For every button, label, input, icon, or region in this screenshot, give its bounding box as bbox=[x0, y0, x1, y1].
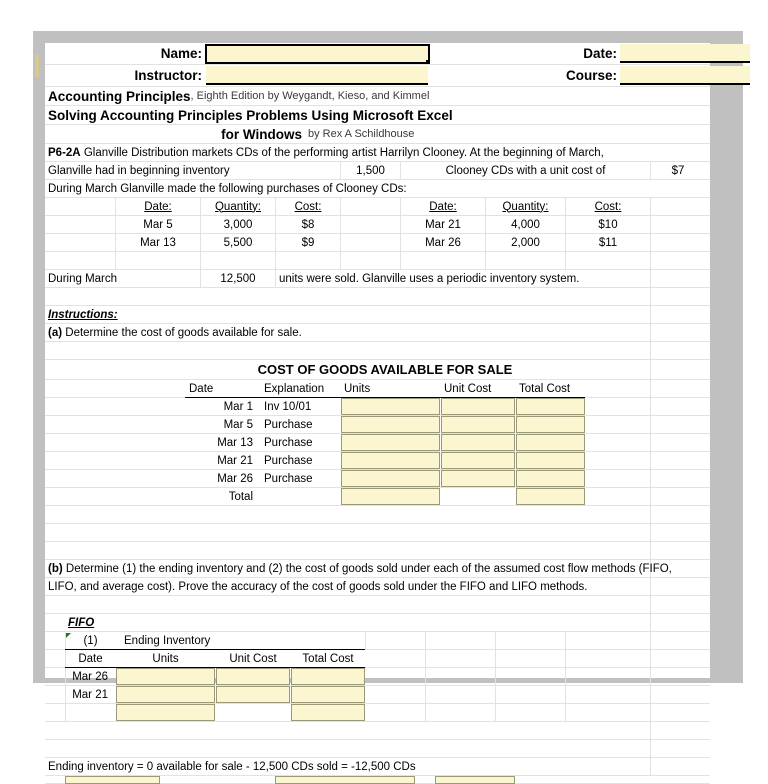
cogs-total-cost-input[interactable] bbox=[516, 398, 585, 415]
name-input[interactable] bbox=[205, 44, 430, 64]
name-label: Name: bbox=[160, 46, 202, 61]
spacer-row bbox=[45, 596, 710, 614]
cogs-date: Mar 13 bbox=[217, 436, 253, 449]
cogs-header-total-cost: Total Cost bbox=[519, 382, 571, 395]
instruction-b-text-1: Determine (1) the ending inventory and (2) the cost of goods sold under each of the assumed cost flow methods (FIFO, bbox=[65, 562, 672, 575]
instruction-b-line2: LIFO, and average cost). Prove the accuracy of the cost of goods sold under the FIFO and LIFO methods. bbox=[48, 580, 588, 593]
purchase-qty: 4,000 bbox=[511, 218, 540, 231]
units-sold-row bbox=[45, 270, 710, 288]
units-sold-label: During March bbox=[48, 272, 118, 285]
cogs-total-cost-input[interactable] bbox=[516, 434, 585, 451]
fifo-part1-row bbox=[45, 632, 710, 650]
book-title: Accounting Principles bbox=[48, 88, 191, 104]
purchases-left-header-cost: Cost: bbox=[294, 200, 322, 213]
purchase-date: Mar 5 bbox=[143, 218, 173, 231]
cogs-header-date: Date bbox=[189, 382, 214, 395]
fifo-heading-row bbox=[45, 614, 710, 632]
fifo-header-unit-cost: Unit Cost bbox=[229, 652, 277, 665]
beginning-inventory-mid: Clooney CDs with a unit cost of bbox=[445, 164, 606, 177]
purchases-left-header-date: Date: bbox=[144, 200, 172, 213]
cogs-title-row bbox=[45, 360, 710, 380]
spacer-row bbox=[45, 542, 710, 560]
cogs-total-row bbox=[45, 488, 710, 506]
fill-handle[interactable] bbox=[426, 60, 430, 64]
title-row-1 bbox=[45, 87, 710, 106]
cogs-explanation: Purchase bbox=[264, 454, 313, 467]
fifo-heading: FIFO bbox=[68, 616, 95, 629]
purchase-date: Mar 21 bbox=[425, 218, 461, 231]
spacer-row bbox=[45, 722, 710, 740]
date-input[interactable] bbox=[620, 44, 750, 63]
worksheet-surface bbox=[45, 43, 710, 773]
book-title-line bbox=[45, 87, 705, 105]
instruction-a: (a) Determine the cost of goods available for sale. bbox=[48, 326, 302, 339]
purchases-header-row bbox=[45, 198, 710, 216]
fifo-total-units-input[interactable] bbox=[116, 704, 215, 721]
author-credit: by Rex A Schildhouse bbox=[308, 128, 415, 140]
fifo-header-units: Units bbox=[152, 652, 179, 665]
purchases-row bbox=[45, 234, 710, 252]
cogs-total-cost-input[interactable] bbox=[516, 470, 585, 487]
partial-input[interactable] bbox=[65, 776, 160, 784]
spacer-row bbox=[45, 342, 710, 360]
fifo-date: Mar 26 bbox=[72, 670, 108, 683]
cogs-table-title: COST OF GOODS AVAILABLE FOR SALE bbox=[257, 362, 513, 377]
spacer-row bbox=[45, 252, 710, 270]
instructions-label: Instructions: bbox=[48, 308, 118, 321]
footer-note-row bbox=[45, 758, 710, 776]
fifo-total-cost-input[interactable] bbox=[291, 686, 365, 703]
units-sold-rest: units were sold. Glanville uses a periodic inventory system. bbox=[279, 272, 580, 285]
problem-code: P6-2A bbox=[48, 146, 81, 159]
cogs-explanation: Purchase bbox=[264, 418, 313, 431]
cogs-total-cost-input[interactable] bbox=[516, 488, 585, 505]
purchases-left-header-quantity: Quantity: bbox=[214, 200, 262, 213]
beginning-inventory-qty: 1,500 bbox=[356, 164, 385, 177]
ending-inventory-note: Ending inventory = 0 available for sale - 12,500 CDs sold = -12,500 CDs bbox=[48, 760, 416, 773]
instruction-b-line1: (b) Determine (1) the ending inventory and (2) the cost of goods sold under each of the assumed cost flow methods (FIFO, bbox=[48, 562, 672, 575]
instructions-heading-row bbox=[45, 306, 710, 324]
fifo-unit-cost-input[interactable] bbox=[216, 686, 290, 703]
fifo-unit-cost-input[interactable] bbox=[216, 668, 290, 685]
cogs-date: Mar 1 bbox=[223, 400, 253, 413]
cogs-total-units-input[interactable] bbox=[341, 488, 440, 505]
title-row-3 bbox=[45, 125, 710, 144]
instruction-a-text: Determine the cost of goods available for sale. bbox=[65, 326, 302, 339]
book-subtitle: , Eighth Edition by Weygandt, Kieso, and Kimmel bbox=[190, 90, 430, 102]
purchase-date: Mar 26 bbox=[425, 236, 461, 249]
fifo-total-cost-input[interactable] bbox=[291, 668, 365, 685]
fifo-header-date: Date bbox=[78, 652, 103, 665]
purchase-cost: $10 bbox=[598, 218, 618, 231]
beginning-inventory-row bbox=[45, 162, 710, 180]
cogs-row bbox=[45, 398, 710, 416]
course-input[interactable] bbox=[620, 66, 750, 85]
instruction-a-row bbox=[45, 324, 710, 342]
cogs-row bbox=[45, 470, 710, 488]
purchase-qty: 3,000 bbox=[223, 218, 253, 231]
problem-intro-text: Glanville Distribution markets CDs of the performing artist Harrilyn Clooney. At the beginning of March, bbox=[83, 146, 604, 159]
cogs-total-label: Total bbox=[228, 490, 253, 503]
gutter-marker bbox=[35, 55, 39, 77]
purchase-cost: $9 bbox=[301, 236, 315, 249]
spacer-row bbox=[45, 524, 710, 542]
date-label: Date: bbox=[583, 46, 617, 61]
spacer-row bbox=[45, 740, 710, 758]
author-credit-wrap bbox=[305, 125, 605, 143]
fifo-date: Mar 21 bbox=[72, 688, 108, 701]
purchases-intro: During March Glanville made the following purchases of Clooney CDs: bbox=[48, 182, 407, 195]
fifo-part-number: (1) bbox=[83, 634, 98, 647]
cogs-row bbox=[45, 452, 710, 470]
cogs-date: Mar 5 bbox=[223, 418, 253, 431]
fifo-header-total-cost: Total Cost bbox=[302, 652, 354, 665]
fifo-header-row bbox=[45, 650, 710, 668]
header-row-instructor bbox=[45, 65, 710, 87]
instructor-label: Instructor: bbox=[134, 68, 202, 83]
purchase-cost: $8 bbox=[301, 218, 315, 231]
cogs-explanation: Purchase bbox=[264, 436, 313, 449]
units-sold-qty: 12,500 bbox=[220, 272, 256, 285]
partial-input[interactable] bbox=[275, 776, 415, 784]
header-row-name bbox=[45, 43, 710, 65]
cogs-row bbox=[45, 416, 710, 434]
partial-input[interactable] bbox=[435, 776, 515, 784]
spacer-row bbox=[45, 288, 710, 306]
cogs-unit-cost-input[interactable] bbox=[441, 470, 515, 487]
beginning-inventory-cost: $7 bbox=[671, 164, 685, 177]
fifo-total-cost-input[interactable] bbox=[291, 704, 365, 721]
course-label: Course: bbox=[565, 68, 617, 83]
problem-intro-row bbox=[45, 144, 710, 162]
cogs-units-input[interactable] bbox=[341, 416, 440, 433]
cogs-header-units: Units bbox=[344, 382, 371, 395]
instruction-b-row-1 bbox=[45, 560, 710, 578]
cogs-unit-cost-input[interactable] bbox=[441, 416, 515, 433]
purchases-intro-row bbox=[45, 180, 710, 198]
beginning-inventory-label: Glanville had in beginning inventory bbox=[48, 164, 230, 177]
cogs-header-explanation: Explanation bbox=[264, 382, 325, 395]
cogs-unit-cost-input[interactable] bbox=[441, 398, 515, 415]
cogs-date: Mar 26 bbox=[217, 472, 253, 485]
purchases-right-header-cost: Cost: bbox=[594, 200, 622, 213]
cogs-unit-cost-input[interactable] bbox=[441, 452, 515, 469]
purchases-right-header-date: Date: bbox=[429, 200, 457, 213]
cogs-header-row bbox=[45, 380, 710, 398]
cogs-explanation: Purchase bbox=[264, 472, 313, 485]
fifo-row bbox=[45, 668, 710, 686]
partial-row bbox=[45, 776, 710, 784]
cogs-units-input[interactable] bbox=[341, 434, 440, 451]
cogs-header-unit-cost: Unit Cost bbox=[444, 382, 492, 395]
fifo-row bbox=[45, 686, 710, 704]
purchases-row bbox=[45, 216, 710, 234]
title-row-2 bbox=[45, 106, 710, 125]
purchase-date: Mar 13 bbox=[140, 236, 176, 249]
purchase-qty: 5,500 bbox=[223, 236, 253, 249]
cogs-total-cost-input[interactable] bbox=[516, 452, 585, 469]
purchase-qty: 2,000 bbox=[511, 236, 540, 249]
cogs-total-cost-input[interactable] bbox=[516, 416, 585, 433]
cogs-unit-cost-input[interactable] bbox=[441, 434, 515, 451]
platform-title: for Windows bbox=[221, 126, 302, 142]
fifo-units-input[interactable] bbox=[116, 686, 215, 703]
workbook-title: Solving Accounting Principles Problems Using Microsoft Excel bbox=[48, 107, 453, 123]
cogs-units-input[interactable] bbox=[341, 398, 440, 415]
spacer-row bbox=[45, 506, 710, 524]
fifo-total-row bbox=[45, 704, 710, 722]
cogs-units-input[interactable] bbox=[341, 470, 440, 487]
purchases-right-header-quantity: Quantity: bbox=[502, 200, 549, 213]
fifo-units-input[interactable] bbox=[116, 668, 215, 685]
problem-intro bbox=[45, 144, 705, 161]
cogs-explanation: Inv 10/01 bbox=[264, 400, 312, 413]
instructor-input[interactable] bbox=[206, 66, 428, 85]
fifo-part-label: Ending Inventory bbox=[124, 634, 211, 647]
cogs-units-input[interactable] bbox=[341, 452, 440, 469]
cogs-row bbox=[45, 434, 710, 452]
cogs-date: Mar 21 bbox=[217, 454, 253, 467]
platform-title-wrap bbox=[45, 125, 305, 143]
row-header-gutter bbox=[33, 31, 45, 683]
instruction-b-row-2 bbox=[45, 578, 710, 596]
purchase-cost: $11 bbox=[598, 236, 618, 249]
